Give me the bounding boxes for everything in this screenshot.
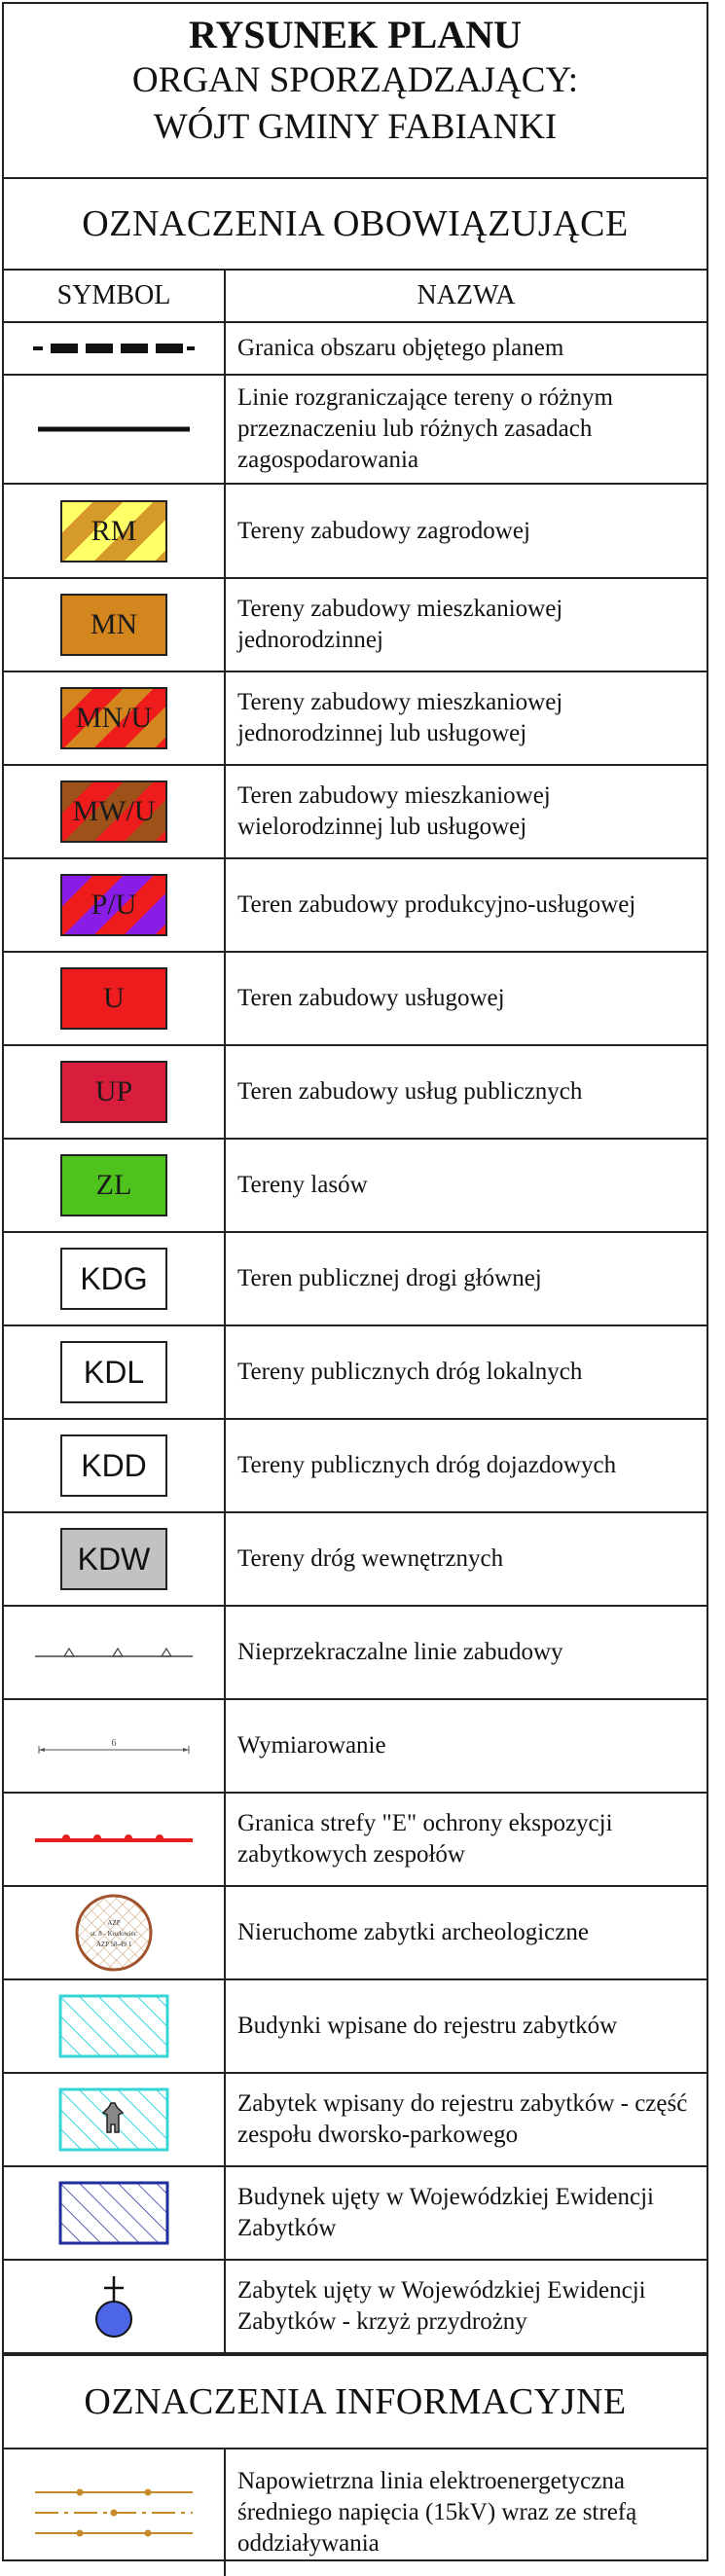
legend-label: Nieruchome zabytki archeologiczne	[237, 1919, 589, 1945]
legend-label: Tereny publicznych dróg dojazdowych	[237, 1452, 617, 1478]
zone-swatch-RM: RM	[60, 500, 167, 562]
legend-label: Tereny dróg wewnętrznych	[237, 1545, 504, 1572]
dividing-line-symbol	[4, 376, 226, 483]
legend-label: Teren zabudowy mieszkaniowej wielorodzinnej lub usługowej	[237, 782, 551, 840]
legend-row-MN	[4, 579, 707, 672]
legend-row-ZL	[4, 1140, 707, 1233]
cyan-hatched-building-icon	[58, 1994, 169, 2058]
archeo-label-3: AZP 58-49 1	[95, 1941, 132, 1948]
legend-row-wayside-cross	[4, 2261, 707, 2354]
legend-label: Linie rozgraniczające tereny o różnym przeznaczeniu lub różnych zasadach zagospodarowania	[237, 384, 613, 473]
legend-label: Tereny lasów	[237, 1172, 368, 1198]
legend-label: Wymiarowanie	[237, 1732, 386, 1759]
legend-row-power-line	[4, 2449, 707, 2576]
title-line-2: ORGAN SPORZĄDZAJĄCY:	[131, 60, 579, 100]
zone-swatch-KDG: KDG	[60, 1248, 167, 1310]
solid-line-icon	[36, 424, 192, 434]
legend-row-archaeology	[4, 1887, 707, 1980]
red-dotted-boundary-icon	[31, 1830, 197, 1849]
legend-row-dividing-lines	[4, 376, 707, 485]
legend-label: Zabytek wpisany do rejestru zabytków - część zespołu dworsko-parkowego	[237, 2090, 688, 2148]
zone-swatch-MW-U: MW/U	[60, 780, 167, 843]
legend-row-MW-U	[4, 766, 707, 859]
legend-row-plan-boundary	[4, 323, 707, 376]
zone-swatch-U: U	[60, 967, 167, 1030]
legend-row-registered-buildings	[4, 1980, 707, 2074]
legend-label: Granica strefy "E" ochrony ekspozycji zabytkowych zespołów	[237, 1810, 613, 1868]
title-line-3: WÓJT GMINY FABIANKI	[153, 107, 558, 147]
legend-label: Tereny zabudowy mieszkaniowej jednorodzinnej lub usługowej	[237, 689, 563, 746]
column-header-symbol: SYMBOL	[4, 271, 226, 321]
legend-row-UP	[4, 1046, 707, 1140]
column-header-name: NAZWA	[417, 280, 516, 310]
legend-row-building-line	[4, 1607, 707, 1700]
zone-swatch-P-U: P/U	[60, 874, 167, 936]
archeo-label-1: AZP	[107, 1919, 121, 1927]
legend-label: Granica obszaru objętego planem	[237, 335, 564, 361]
dimension-line-icon	[31, 1734, 197, 1758]
legend-row-RM	[4, 485, 707, 579]
zone-swatch-MN-U: MN/U	[60, 687, 167, 749]
legend-label: Teren zabudowy usługowej	[237, 985, 505, 1011]
column-headers	[4, 271, 707, 323]
legend-label: Teren publicznej drogi głównej	[237, 1265, 542, 1291]
section-info-header: OZNACZENIA INFORMACYJNE	[4, 2354, 707, 2449]
legend-label: Teren zabudowy produkcyjno-usługowej	[237, 891, 636, 918]
zone-swatch-KDW: KDW	[60, 1528, 167, 1590]
zone-swatch-UP: UP	[60, 1061, 167, 1123]
legend-label: Tereny zabudowy zagrodowej	[237, 517, 530, 544]
section-binding-header: OZNACZENIA OBOWIĄZUJĄCE	[4, 179, 707, 271]
legend-label: Tereny publicznych dróg lokalnych	[237, 1359, 583, 1385]
zone-swatch-KDL: KDL	[60, 1341, 167, 1403]
legend-row-P-U	[4, 859, 707, 953]
legend-row-MN-U	[4, 672, 707, 766]
legend-row-e-zone	[4, 1794, 707, 1887]
legend-label: Budynek ujęty w Wojewódzkiej Ewidencji Zabytków	[237, 2184, 654, 2241]
legend-label: Teren zabudowy usług publicznych	[237, 1078, 583, 1105]
plan-boundary-symbol	[4, 323, 226, 374]
dashed-boundary-line-icon	[31, 339, 197, 358]
legend-label: Tereny zabudowy mieszkaniowej jednorodzinnej	[237, 596, 563, 653]
zone-swatch-KDD: KDD	[60, 1434, 167, 1497]
cyan-hatched-monument-icon	[58, 2087, 169, 2152]
legend-row-KDG	[4, 1233, 707, 1326]
legend-row-wez-building	[4, 2167, 707, 2261]
legend-label: Budynki wpisane do rejestru zabytków	[237, 2013, 618, 2039]
legend-table	[2, 2, 708, 2561]
wayside-cross-icon	[85, 2272, 143, 2340]
legend-label: Napowietrzna linia elektroenergetyczna średniego napięcia (15kV) wraz ze strefą oddziaływania	[237, 2468, 637, 2557]
legend-row-registered-monument	[4, 2074, 707, 2167]
legend-label: Nieprzekraczalne linie zabudowy	[237, 1639, 563, 1665]
title-line-1: RYSUNEK PLANU	[189, 13, 522, 56]
archeo-label-2: st. 8 - Kozłowiec	[91, 1930, 137, 1938]
blue-hatched-building-icon	[58, 2181, 169, 2245]
legend-row-U	[4, 953, 707, 1046]
zone-swatch-ZL: ZL	[60, 1154, 167, 1216]
legend-row-KDW	[4, 1513, 707, 1607]
legend-row-dimension	[4, 1700, 707, 1794]
dimension-value: 6	[111, 1738, 117, 1749]
legend-row-KDL	[4, 1326, 707, 1420]
legend-row-KDD	[4, 1420, 707, 1513]
building-line-triangles-icon	[31, 1643, 197, 1662]
zone-swatch-MN: MN	[60, 594, 167, 656]
title-block	[4, 4, 707, 179]
power-line-icon	[31, 2479, 197, 2547]
legend-label: Zabytek ujęty w Wojewódzkiej Ewidencji Zabytków - krzyż przydrożny	[237, 2277, 646, 2335]
archaeological-site-icon	[73, 1892, 155, 1974]
